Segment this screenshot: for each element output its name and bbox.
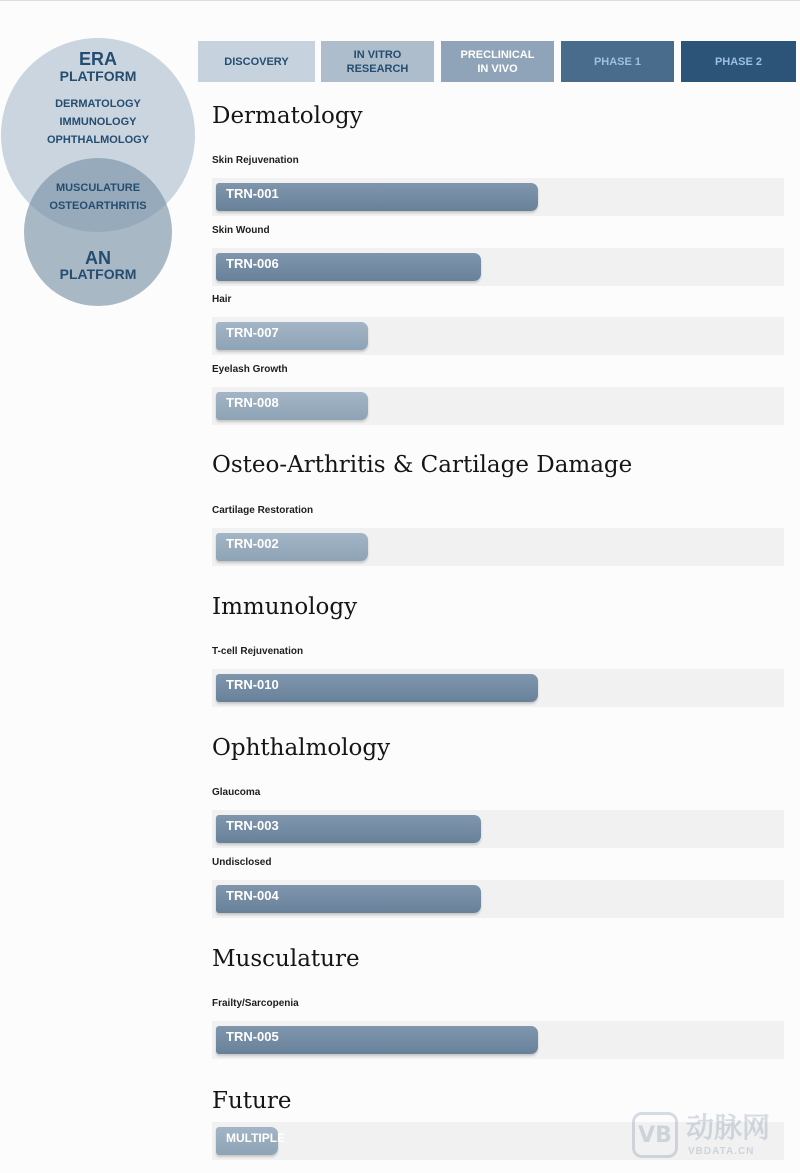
indication-label: Frailty/Sarcopenia bbox=[212, 998, 299, 1009]
pipeline-track bbox=[212, 810, 784, 848]
phase-header-line: IN VIVO bbox=[477, 62, 518, 75]
pipeline-bar-trn-006: TRN-006 bbox=[216, 253, 481, 281]
platform-venn-diagram bbox=[0, 0, 200, 320]
indication-label: Skin Wound bbox=[212, 225, 270, 236]
section-title-musculature: Musculature bbox=[212, 946, 360, 972]
phase-header-phase-2 bbox=[681, 41, 796, 82]
pipeline-track bbox=[212, 178, 784, 216]
section-title-dermatology: Dermatology bbox=[212, 103, 363, 129]
era-area-ophthalmology: OPHTHALMOLOGY bbox=[46, 134, 150, 146]
overlap-areas bbox=[0, 180, 196, 215]
phase-header-in-vitro-research bbox=[321, 41, 434, 82]
phase-header-discovery bbox=[198, 41, 315, 82]
section-title-osteo-arthritis-cartilage-damage: Osteo-Arthritis & Cartilage Damage bbox=[212, 452, 633, 478]
pipeline-bar-trn-004: TRN-004 bbox=[216, 885, 481, 913]
overlap-area-musculature: MUSCULATURE bbox=[55, 182, 141, 194]
watermark-logo-icon: VB bbox=[632, 1112, 678, 1158]
indication-label: Hair bbox=[212, 294, 232, 305]
pipeline-track bbox=[212, 248, 784, 286]
pipeline-track bbox=[212, 880, 784, 918]
watermark-cn: 动脉网 bbox=[686, 1111, 771, 1144]
pipeline-bar-trn-002: TRN-002 bbox=[216, 533, 368, 561]
pipeline-track bbox=[212, 317, 784, 355]
phase-header-line: IN VITRO bbox=[353, 48, 402, 61]
indication-label: Cartilage Restoration bbox=[212, 505, 314, 516]
an-title: AN bbox=[85, 248, 111, 268]
phase-header-phase-1 bbox=[561, 41, 674, 82]
indication-label: Glaucoma bbox=[212, 787, 261, 798]
phase-header-preclinical-in-vivo bbox=[441, 41, 554, 82]
pipeline-bar-trn-007: TRN-007 bbox=[216, 322, 368, 350]
pipeline-track bbox=[212, 1021, 784, 1059]
section-title-ophthalmology: Ophthalmology bbox=[212, 735, 391, 761]
indication-label: Undisclosed bbox=[212, 857, 272, 868]
era-subtitle: PLATFORM bbox=[59, 68, 137, 84]
pipeline-track bbox=[212, 669, 784, 707]
an-subtitle: PLATFORM bbox=[59, 266, 137, 282]
pipeline-track bbox=[212, 528, 784, 566]
pipeline-bar-trn-005: TRN-005 bbox=[216, 1026, 538, 1054]
indication-label: Skin Rejuvenation bbox=[212, 155, 299, 166]
era-areas bbox=[0, 95, 196, 149]
section-title-future: Future bbox=[212, 1088, 292, 1114]
watermark bbox=[632, 1112, 792, 1162]
phase-header-line: RESEARCH bbox=[346, 62, 409, 75]
pipeline-bar-trn-001: TRN-001 bbox=[216, 183, 538, 211]
watermark-en: VBDATA.CN bbox=[688, 1146, 755, 1157]
section-title-immunology: Immunology bbox=[212, 594, 358, 620]
phase-header-line: PHASE 1 bbox=[593, 55, 642, 68]
overlap-area-osteoarthritis: OSTEOARTHRITIS bbox=[49, 199, 147, 212]
era-area-immunology: IMMUNOLOGY bbox=[59, 116, 137, 128]
era-title: ERA bbox=[78, 49, 117, 69]
pipeline-track bbox=[212, 387, 784, 425]
era-area-dermatology: DERMATOLOGY bbox=[55, 98, 141, 110]
phase-header-line: PRECLINICAL bbox=[460, 48, 535, 61]
pipeline-bar-trn-003: TRN-003 bbox=[216, 815, 481, 843]
pipeline-bar-trn-010: TRN-010 bbox=[216, 674, 538, 702]
phase-header-line: DISCOVERY bbox=[224, 55, 289, 68]
pipeline-bar-multiple: MULTIPLE bbox=[216, 1127, 278, 1155]
pipeline-bar-trn-008: TRN-008 bbox=[216, 392, 368, 420]
indication-label: Eyelash Growth bbox=[212, 364, 288, 375]
phase-header-line: PHASE 2 bbox=[714, 55, 763, 68]
indication-label: T-cell Rejuvenation bbox=[212, 646, 304, 657]
